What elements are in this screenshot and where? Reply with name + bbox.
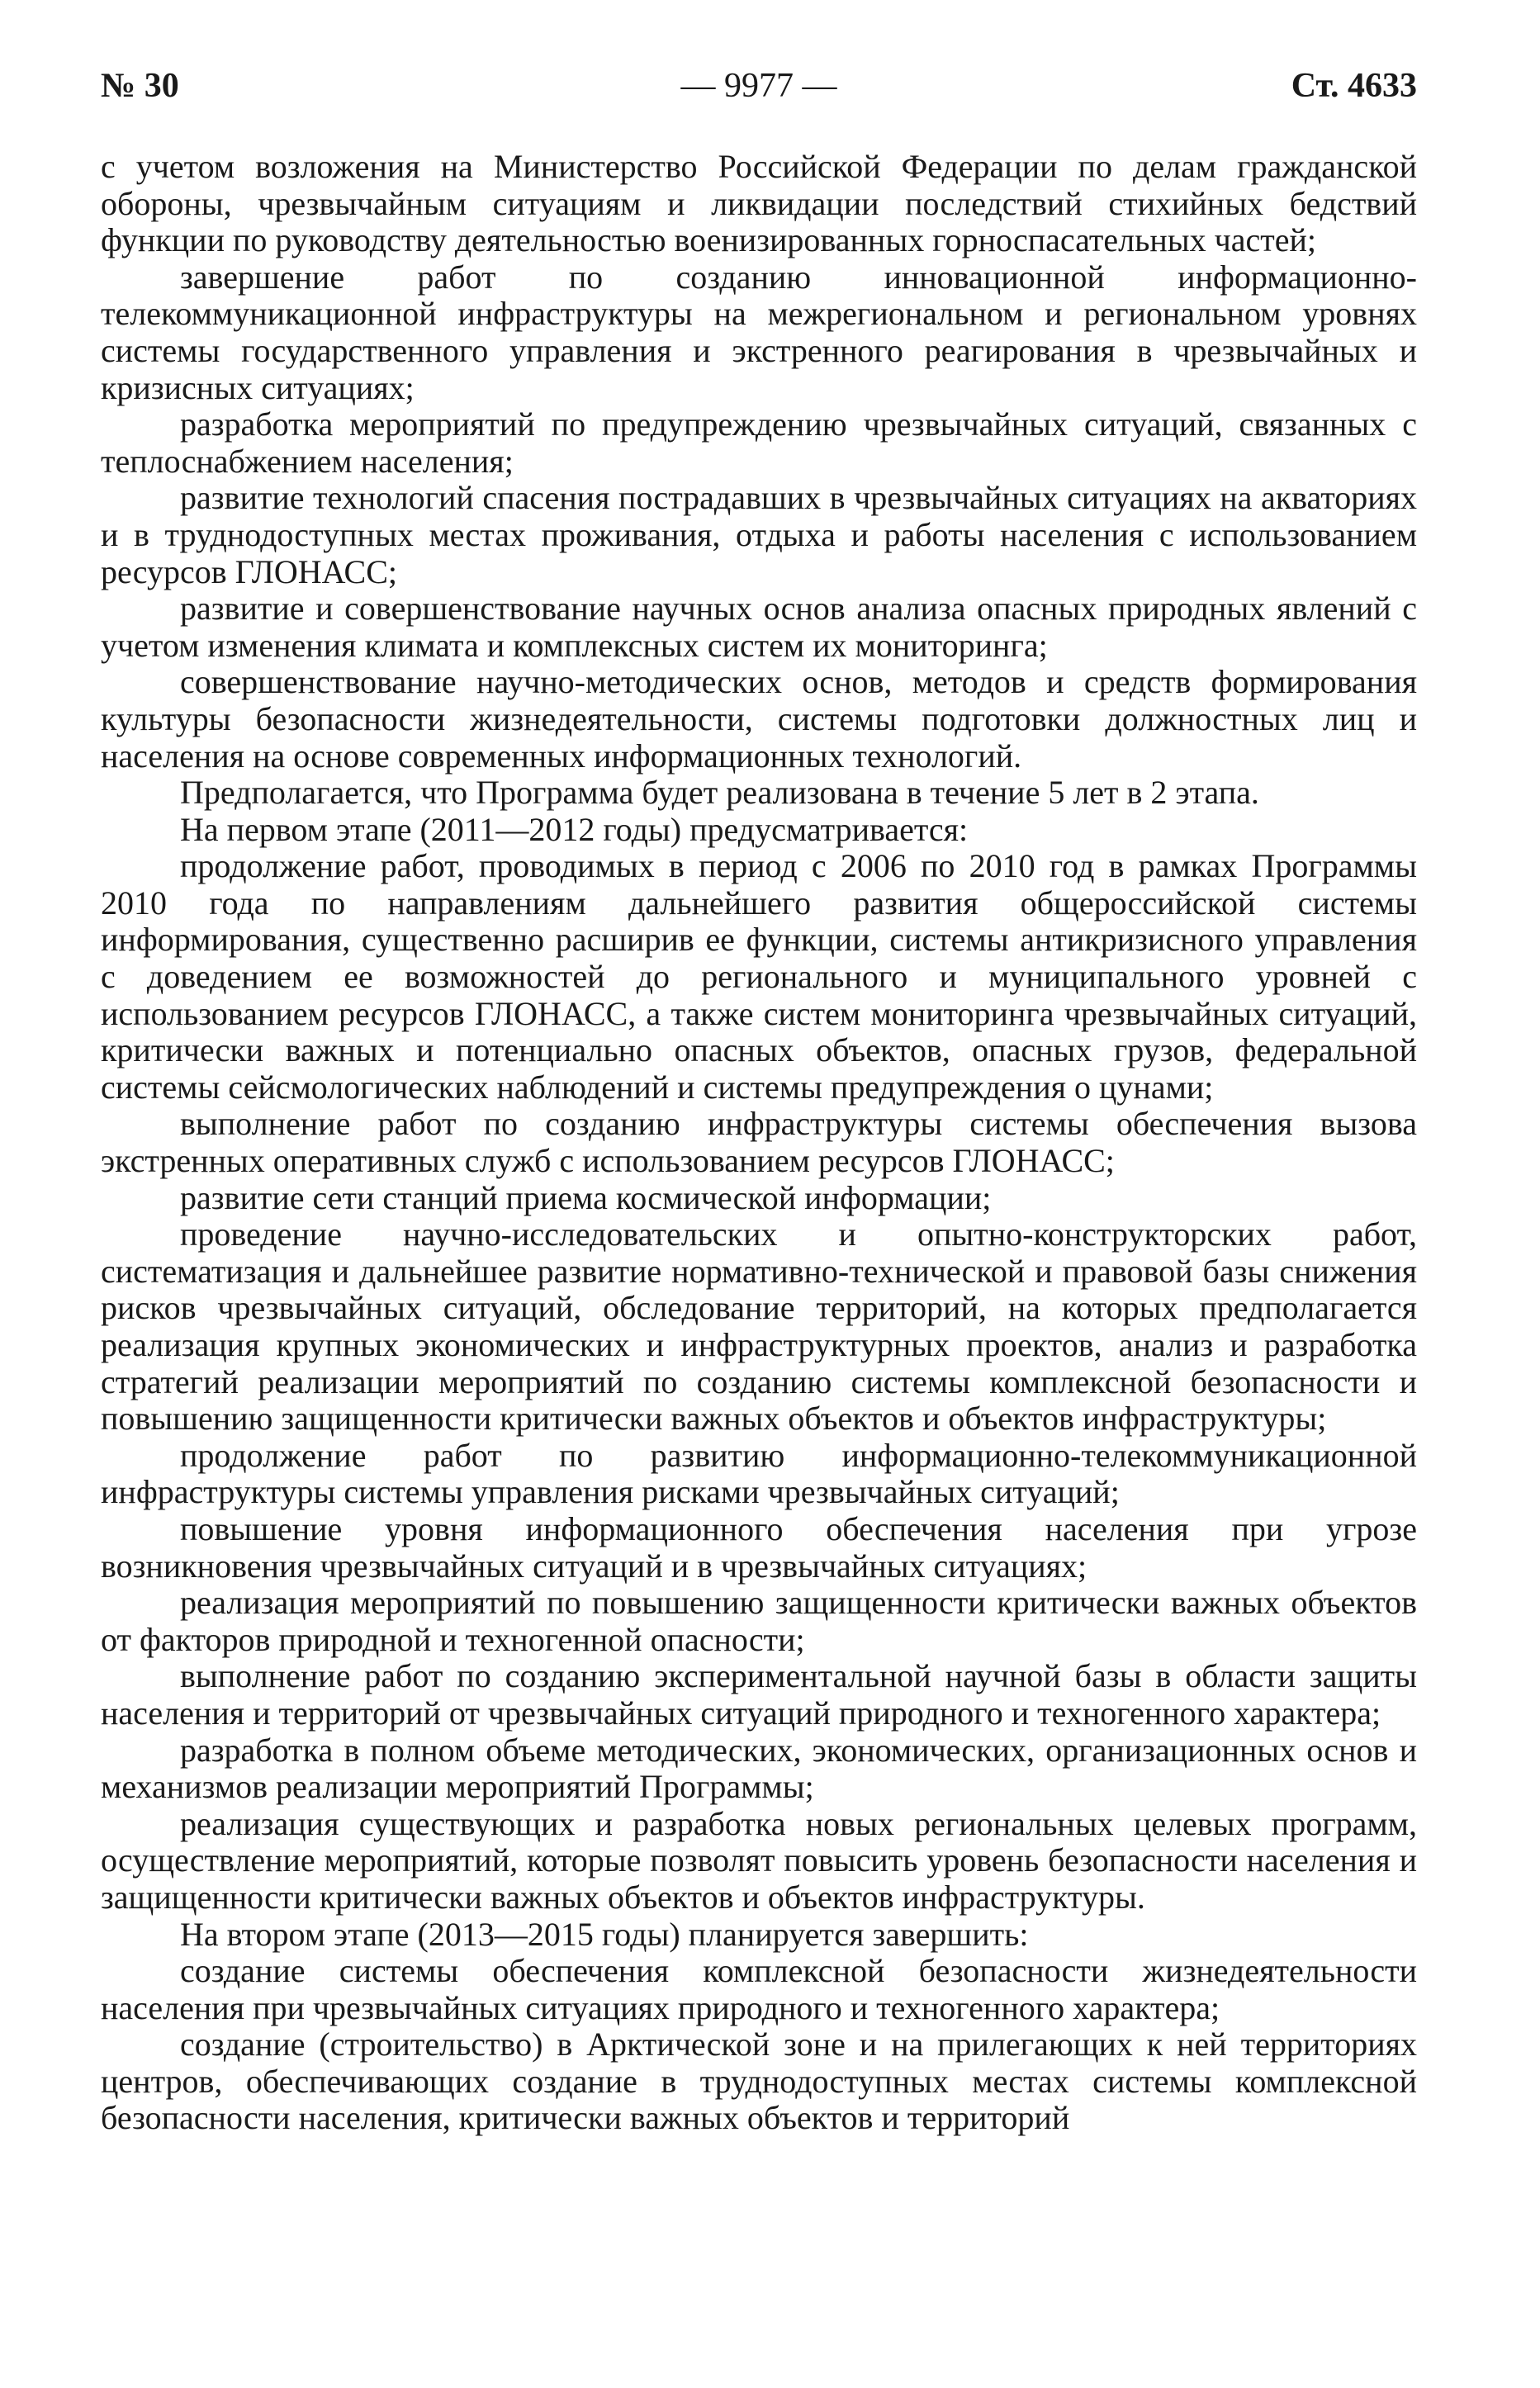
paragraph: На первом этапе (2011—2012 годы) предусматривается: (180, 810, 969, 848)
issue-number: № 30 (101, 67, 179, 105)
paragraph: создание системы обеспечения комплексной безопасности жизнедеятельности населения при чрезвычайных ситуациях природного и техногенного характера; (101, 1952, 1417, 2026)
document-page (101, 66, 1417, 2137)
paragraph: разработка мероприятий по предупреждению чрезвычайных ситуаций, связанных с теплоснабжением населения; (101, 405, 1417, 480)
paragraph: продолжение работ по развитию информационно-телекоммуникационной инфраструктуры системы управления рисками чрезвычайных ситуаций; (101, 1436, 1417, 1511)
paragraph: выполнение работ по созданию инфраструктуры системы обеспечения вызова экстренных оперативных служб с использованием ресурсов ГЛОНАСС; (101, 1105, 1417, 1180)
page-header (101, 66, 1417, 116)
paragraph: Предполагается, что Программа будет реализована в течение 5 лет в 2 этапа. (180, 774, 1259, 812)
article-number: Ст. 4633 (1291, 67, 1417, 105)
body-text (101, 149, 1417, 2137)
paragraph: повышение уровня информационного обеспечения населения при угрозе возникновения чрезвычайных ситуаций и в чрезвычайных ситуациях; (101, 1509, 1417, 1585)
paragraph: реализация мероприятий по повышению защищенности критически важных объектов от факторов природной и техногенной опасности; (101, 1584, 1417, 1658)
paragraph: разработка в полном объеме методических, экономических, организационных основ и механизмов реализации мероприятий Программы; (101, 1731, 1417, 1806)
paragraph: проведение научно-исследовательских и опытно-конструкторских работ, систематизация и дальнейшее развитие нормативно-технической и правовой базы снижения рисков чрезвычайных ситуаций, обследование территорий, на которых предполагается реализация крупных экономических и инфраструктурных проектов, анализ и разработка стратегий реализации мероприятий по созданию системы комплексной безопасности и повышению защищенности критически важных объектов и объектов инфраструктуры; (101, 1215, 1417, 1438)
paragraph: создание (строительство) в Арктической зоне и на прилегающих к ней территориях центров, обеспечивающих создание в труднодоступных местах системы комплексной безопасности населения, критически важных объектов и территорий (101, 2026, 1417, 2137)
paragraph: завершение работ по созданию инновационной информационно-телекоммуникационной инфраструктуры на межрегиональном и региональном уровнях системы государственного управления и экстренного реагирования в чрезвычайных и кризисных ситуациях; (101, 258, 1417, 406)
paragraph: развитие сети станций приема космической информации; (180, 1178, 992, 1216)
paragraph: продолжение работ, проводимых в период с 2006 по 2010 год в рамках Программы 2010 года по направлениям дальнейшего развития общероссийской системы информирования, существенно расширив ее функции, системы антикризисного управления с доведением ее возможностей до регионального и муниципального уровней с использованием ресурсов ГЛОНАСС, а также систем мониторинга чрезвычайных ситуаций, критически важных и потенциально опасных объектов, опасных грузов, федеральной системы сейсмологических наблюдений и системы предупреждения о цунами; (101, 847, 1417, 1106)
page-number: — 9977 — (680, 67, 837, 105)
paragraph: совершенствование научно-методических основ, методов и средств формирования культуры безопасности жизнедеятельности, системы подготовки должностных лиц и населения на основе современных информационных технологий. (101, 663, 1417, 775)
paragraph: выполнение работ по созданию экспериментальной научной базы в области защиты населения и территорий от чрезвычайных ситуаций природного и техногенного характера; (101, 1657, 1417, 1732)
paragraph: развитие технологий спасения пострадавших в чрезвычайных ситуациях на акваториях и в труднодоступных местах проживания, отдыха и работы населения с использованием ресурсов ГЛОНАСС; (101, 479, 1417, 590)
paragraph: реализация существующих и разработка новых региональных целевых программ, осуществление мероприятий, которые позволят повысить уровень безопасности населения и защищенности критически важных объектов и объектов инфраструктуры. (101, 1804, 1417, 1916)
paragraph: развитие и совершенствование научных основ анализа опасных природных явлений с учетом изменения климата и комплексных систем их мониторинга; (101, 590, 1417, 664)
paragraph: На втором этапе (2013—2015 годы) планируется завершить: (180, 1915, 1029, 1953)
paragraph: с учетом возложения на Министерство Российской Федерации по делам гражданской обороны, чрезвычайным ситуациям и ликвидации последствий стихийных бедствий функции по руководству деятельностью военизированных горноспасательных частей; (101, 148, 1417, 259)
